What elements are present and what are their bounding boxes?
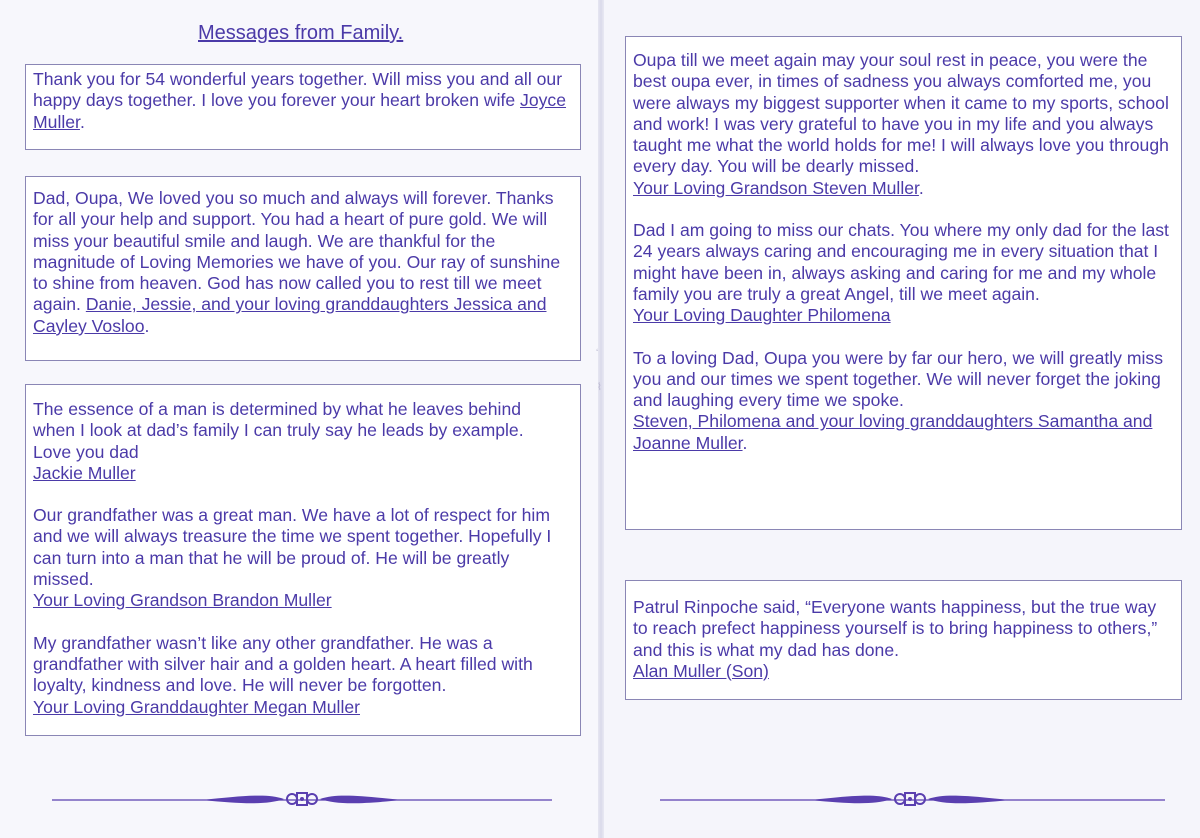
message-jackie <box>33 399 574 484</box>
message-brandon <box>33 505 574 611</box>
message-text: Dad, Oupa, We loved you so much and always will forever. Thanks for all your help and support. You had a heart of pure gold. We will miss your beautiful smile and laugh. We are thankful for the magnitude of Loving Memories we have of you. Our ray of sunshine to shine from heaven. God has now called you to rest till we meet again. <box>33 188 561 315</box>
message-end: . <box>144 315 150 336</box>
gutter-mark-icon: ʻ <box>596 348 599 359</box>
message-megan <box>33 633 574 718</box>
message-text: My grandfather wasn’t like any other grandfather. He was a grandfather with silver hair and a golden heart. A heart filled with loyalty, kindness and love. He will never be forgotten. <box>33 632 533 696</box>
message-box-alan <box>625 580 1182 700</box>
signature: Your Loving Grandson Brandon Muller <box>33 590 332 611</box>
message-box-danie-jessie <box>25 176 581 361</box>
message-box-steven-philomena <box>625 36 1182 530</box>
message-line: when I look at dad’s family I can truly say he leads by example. <box>33 420 524 441</box>
ornament-divider-left-icon <box>52 786 552 812</box>
message-wife <box>33 69 574 133</box>
gutter-mark-icon: ⌇ <box>597 382 602 393</box>
message-line: The essence of a man is determined by what he leaves behind <box>33 399 522 419</box>
message-end: . <box>742 432 748 453</box>
signature: Alan Muller (Son) <box>633 660 769 681</box>
message-box-wife <box>25 64 581 150</box>
signature: Your Loving Granddaughter Megan Muller <box>33 696 360 717</box>
page-title: Messages from Family. <box>198 22 404 44</box>
message-text: Thank you for 54 wonderful years together. Will miss you and all our happy days together. I love you forever your heart broken wife <box>33 69 563 111</box>
message-text: Oupa till we meet again may your soul rest in peace, you were the best oupa ever, in times of sadness you always comforted me, you were always my biggest supporter when it came to my sports, school and work! I was very grateful to have you in my life and you always taught me what the world holds for me! I will always love you through every day. You will be dearly missed. <box>633 50 1169 177</box>
message-family <box>633 348 1175 454</box>
message-philomena <box>633 220 1175 326</box>
message-text: Our grandfather was a great man. We have a lot of respect for him and we will always treasure the time we spent together. Hopefully I can turn into a man that he will be proud of. He will be greatly missed. <box>33 505 552 590</box>
message-text: Dad I am going to miss our chats. You where my only dad for the last 24 years always caring and encouraging me in every situation that I might have been in, always asking and caring for me and my whole family you are truly a great Angel, till we meet again. <box>633 220 1169 304</box>
message-text: To a loving Dad, Oupa you were by far our hero, we will greatly miss you and our times we spent together. We will never forget the joking and laughing every time we spoke. <box>633 347 1164 411</box>
signature: Steven, Philomena and your loving granddaughters Samantha and Joanne Muller <box>633 411 1153 453</box>
message-end: . <box>918 177 924 198</box>
message-line: Love you dad <box>33 441 139 462</box>
signature: Your Loving Grandson Steven Muller <box>633 177 919 198</box>
message-end: . <box>79 111 85 132</box>
signature: Jackie Muller <box>33 462 136 483</box>
ornament-divider-right-icon <box>660 786 1165 812</box>
message-box-grandchildren <box>25 384 581 736</box>
signature: Danie, Jessie, and your loving granddaughters Jessica and Cayley Vosloo <box>33 294 547 336</box>
message-danie-jessie <box>33 188 574 337</box>
signature: Your Loving Daughter Philomena <box>633 305 891 326</box>
message-steven <box>633 50 1175 199</box>
message-text: Patrul Rinpoche said, “Everyone wants happiness, but the true way to reach prefect happiness yourself is to bring happiness to others,” and this is what my dad has done. <box>633 597 1158 660</box>
signature: Joyce Muller <box>33 90 567 132</box>
message-alan <box>633 597 1175 682</box>
